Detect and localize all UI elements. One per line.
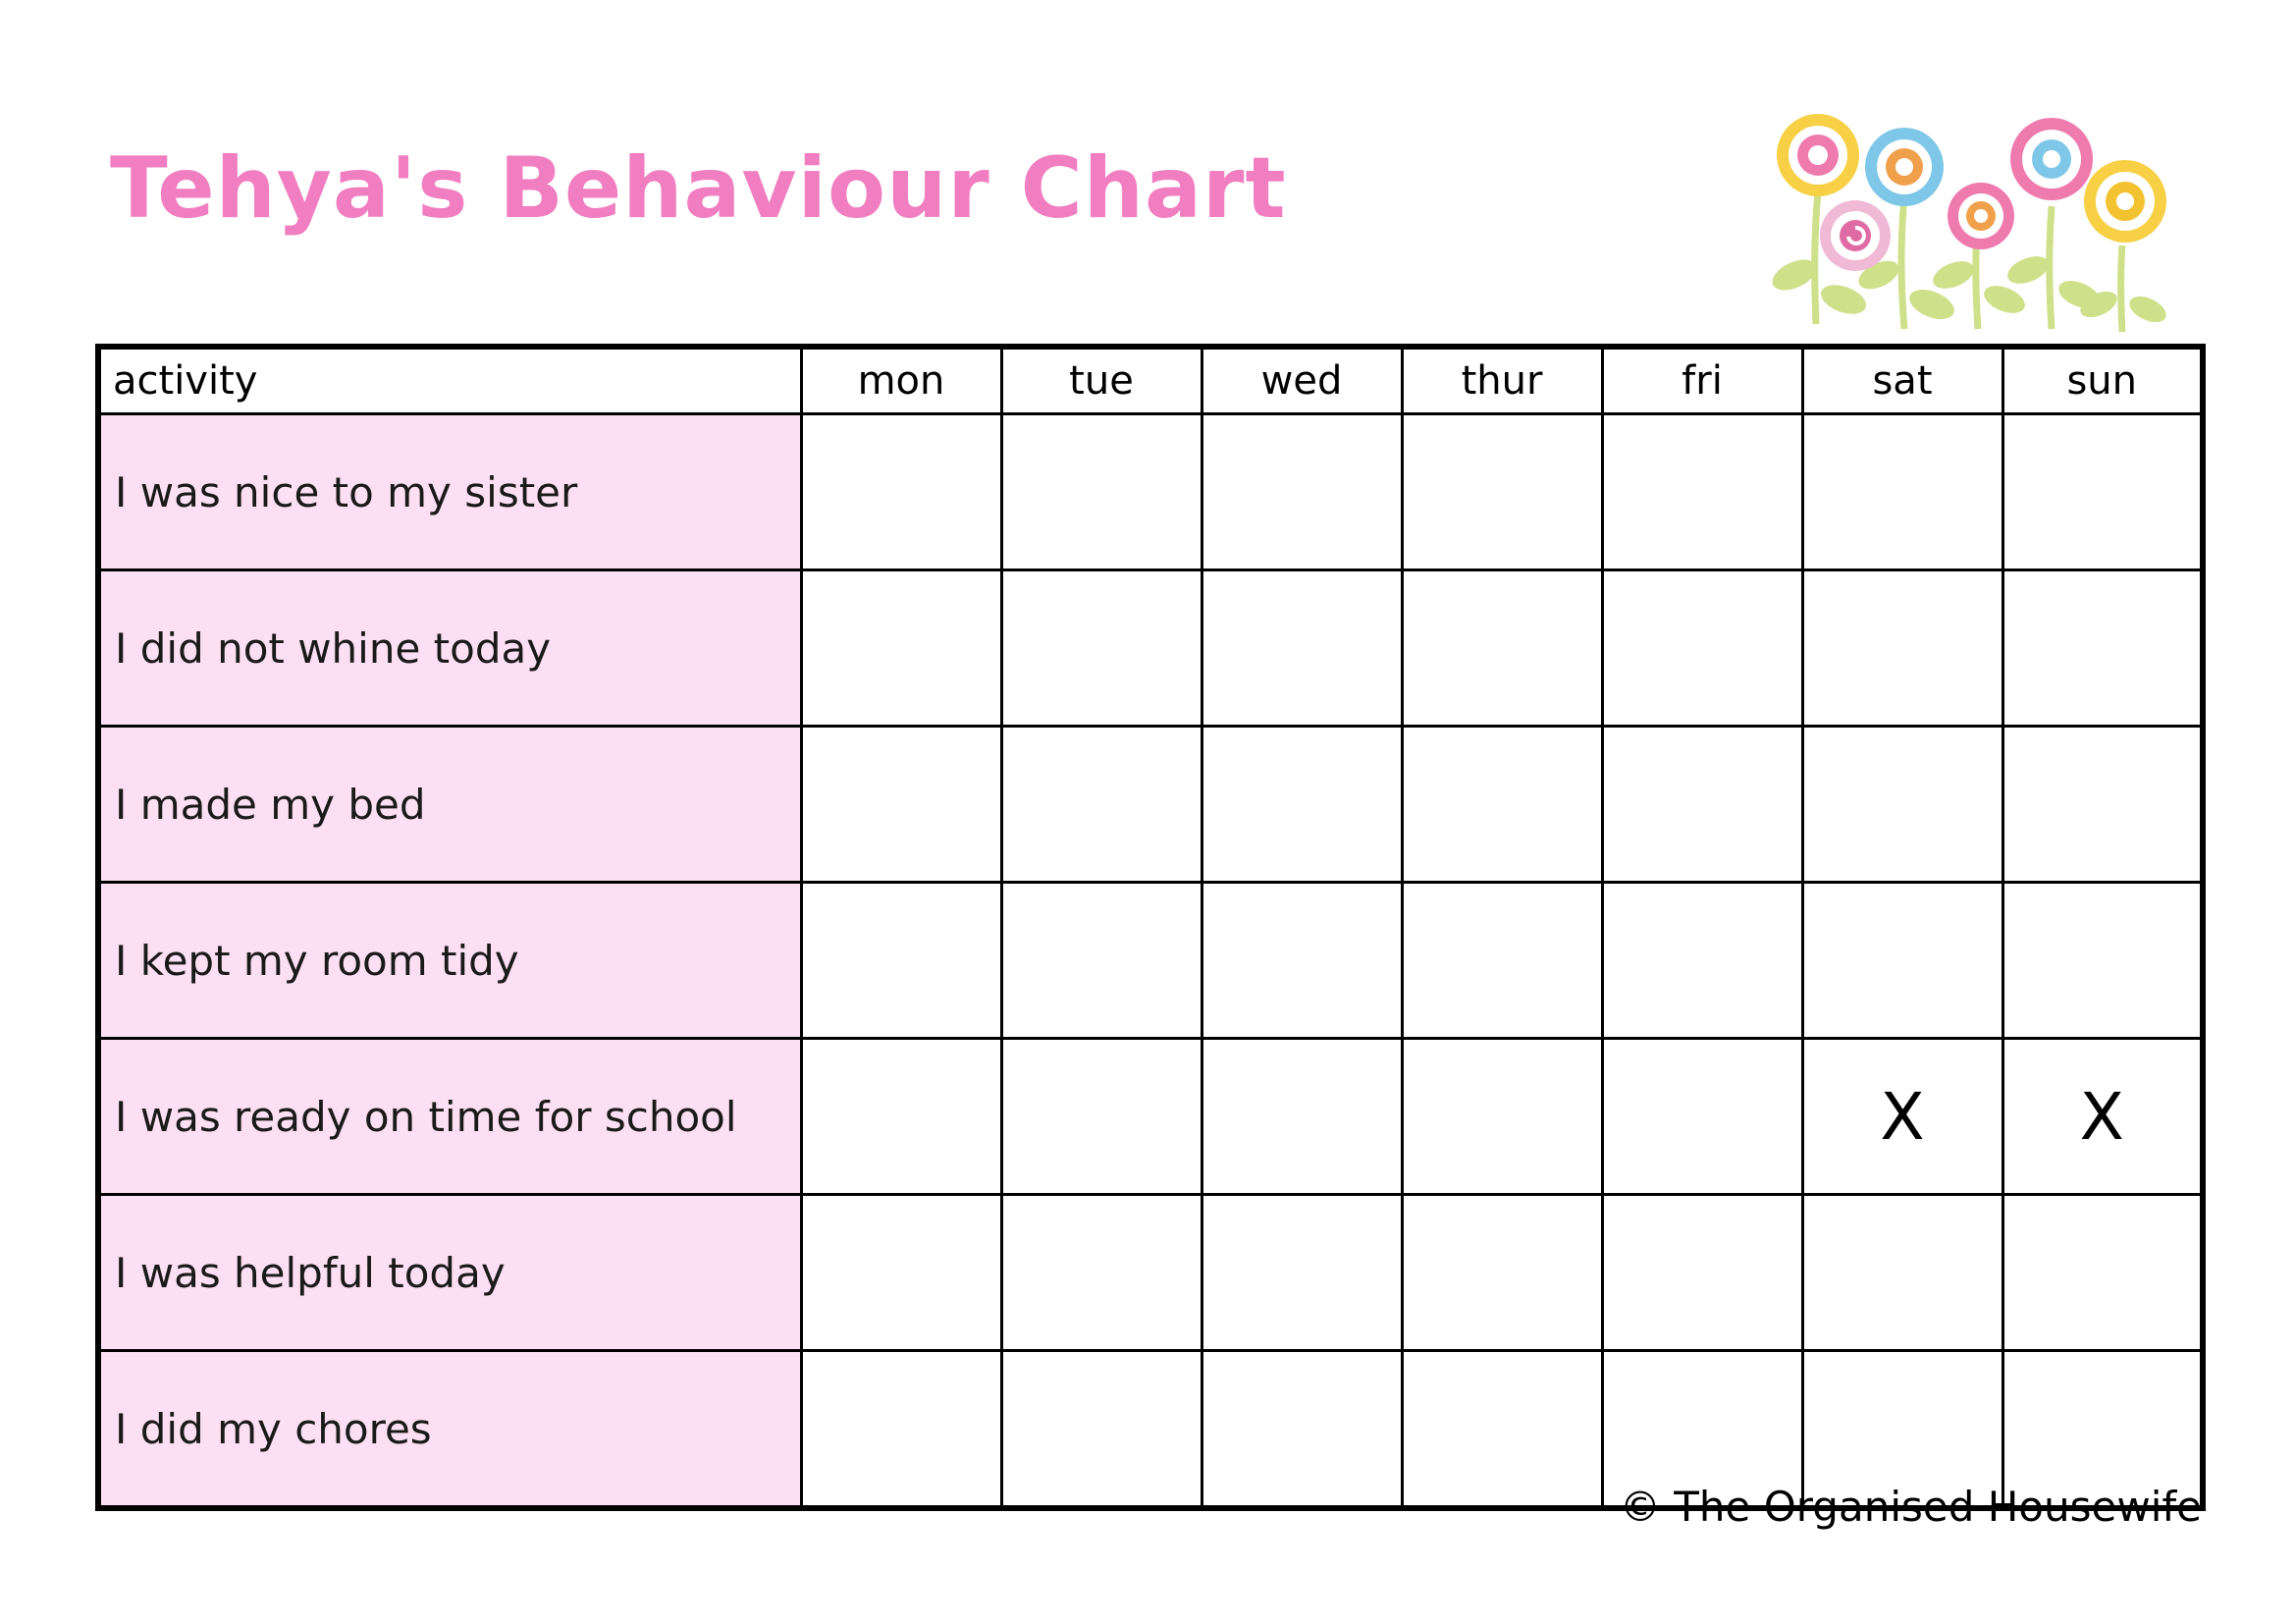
checkbox-cell[interactable] <box>1201 414 1402 570</box>
table-header-row <box>98 347 2203 414</box>
activity-label: I was helpful today <box>98 1195 801 1351</box>
checkbox-cell[interactable] <box>1802 883 2002 1039</box>
column-header-fri: fri <box>1602 347 1802 414</box>
checkbox-cell[interactable] <box>1402 1195 1602 1351</box>
checkbox-cell[interactable] <box>1602 883 1802 1039</box>
behaviour-table <box>95 344 2206 1511</box>
checkbox-cell[interactable] <box>2002 570 2203 727</box>
checkbox-cell[interactable] <box>1602 1195 1802 1351</box>
checkbox-cell[interactable] <box>1001 1351 1201 1509</box>
checkbox-cell[interactable] <box>1201 883 1402 1039</box>
table-row <box>98 1039 2203 1195</box>
activity-label: I was ready on time for school <box>98 1039 801 1195</box>
column-header-mon: mon <box>801 347 1001 414</box>
checkbox-cell[interactable] <box>1001 727 1201 883</box>
checkbox-cell[interactable] <box>1201 727 1402 883</box>
activity-label: I made my bed <box>98 727 801 883</box>
checkbox-cell[interactable] <box>1802 414 2002 570</box>
checkbox-cell[interactable] <box>801 414 1001 570</box>
table-row <box>98 570 2203 727</box>
column-header-activity: activity <box>98 347 801 414</box>
checkbox-cell[interactable] <box>1001 1039 1201 1195</box>
checkbox-cell[interactable] <box>1602 727 1802 883</box>
checkbox-cell[interactable] <box>1402 570 1602 727</box>
checkbox-cell[interactable] <box>2002 883 2203 1039</box>
activity-label: I did not whine today <box>98 570 801 727</box>
checkbox-cell[interactable] <box>1402 1039 1602 1195</box>
checkbox-cell[interactable] <box>1602 1039 1802 1195</box>
checkbox-cell[interactable] <box>1402 727 1602 883</box>
checkbox-cell[interactable] <box>1402 1351 1602 1509</box>
column-header-thur: thur <box>1402 347 1602 414</box>
activity-label: I did my chores <box>98 1351 801 1509</box>
checkbox-cell[interactable]: X <box>2002 1039 2203 1195</box>
column-header-wed: wed <box>1201 347 1402 414</box>
table-row <box>98 883 2203 1039</box>
checkbox-cell[interactable] <box>1602 414 1802 570</box>
table-row <box>98 1195 2203 1351</box>
checkbox-cell[interactable] <box>1402 883 1602 1039</box>
checkbox-cell[interactable] <box>801 1195 1001 1351</box>
column-header-tue: tue <box>1001 347 1201 414</box>
checkbox-cell[interactable] <box>2002 1195 2203 1351</box>
footer-credit: © The Organised Housewife <box>1619 1483 2202 1531</box>
page-title: Tehya's Behaviour Chart <box>110 139 1287 238</box>
checkbox-cell[interactable] <box>1201 570 1402 727</box>
checkbox-cell[interactable] <box>801 727 1001 883</box>
flowers-illustration <box>1757 98 2179 334</box>
table-row <box>98 727 2203 883</box>
checkbox-cell[interactable] <box>1001 570 1201 727</box>
checkbox-cell[interactable] <box>1001 414 1201 570</box>
checkbox-cell[interactable] <box>2002 414 2203 570</box>
activity-label: I kept my room tidy <box>98 883 801 1039</box>
checkbox-cell[interactable] <box>1602 570 1802 727</box>
checkbox-cell[interactable] <box>1802 570 2002 727</box>
checkbox-cell[interactable]: X <box>1802 1039 2002 1195</box>
checkbox-cell[interactable] <box>1802 1195 2002 1351</box>
checkbox-cell[interactable] <box>2002 727 2203 883</box>
activity-label: I was nice to my sister <box>98 414 801 570</box>
checkbox-cell[interactable] <box>801 1039 1001 1195</box>
checkbox-cell[interactable] <box>1001 1195 1201 1351</box>
behaviour-table-container <box>95 344 2202 1471</box>
checkbox-cell[interactable] <box>1201 1195 1402 1351</box>
column-header-sat: sat <box>1802 347 2002 414</box>
checkbox-cell[interactable] <box>1201 1351 1402 1509</box>
table-row <box>98 414 2203 570</box>
checkbox-cell[interactable] <box>801 883 1001 1039</box>
checkbox-cell[interactable] <box>1802 727 2002 883</box>
checkbox-cell[interactable] <box>1001 883 1201 1039</box>
checkbox-cell[interactable] <box>1402 414 1602 570</box>
column-header-sun: sun <box>2002 347 2203 414</box>
checkbox-cell[interactable] <box>801 570 1001 727</box>
checkbox-cell[interactable] <box>1201 1039 1402 1195</box>
checkbox-cell[interactable] <box>801 1351 1001 1509</box>
